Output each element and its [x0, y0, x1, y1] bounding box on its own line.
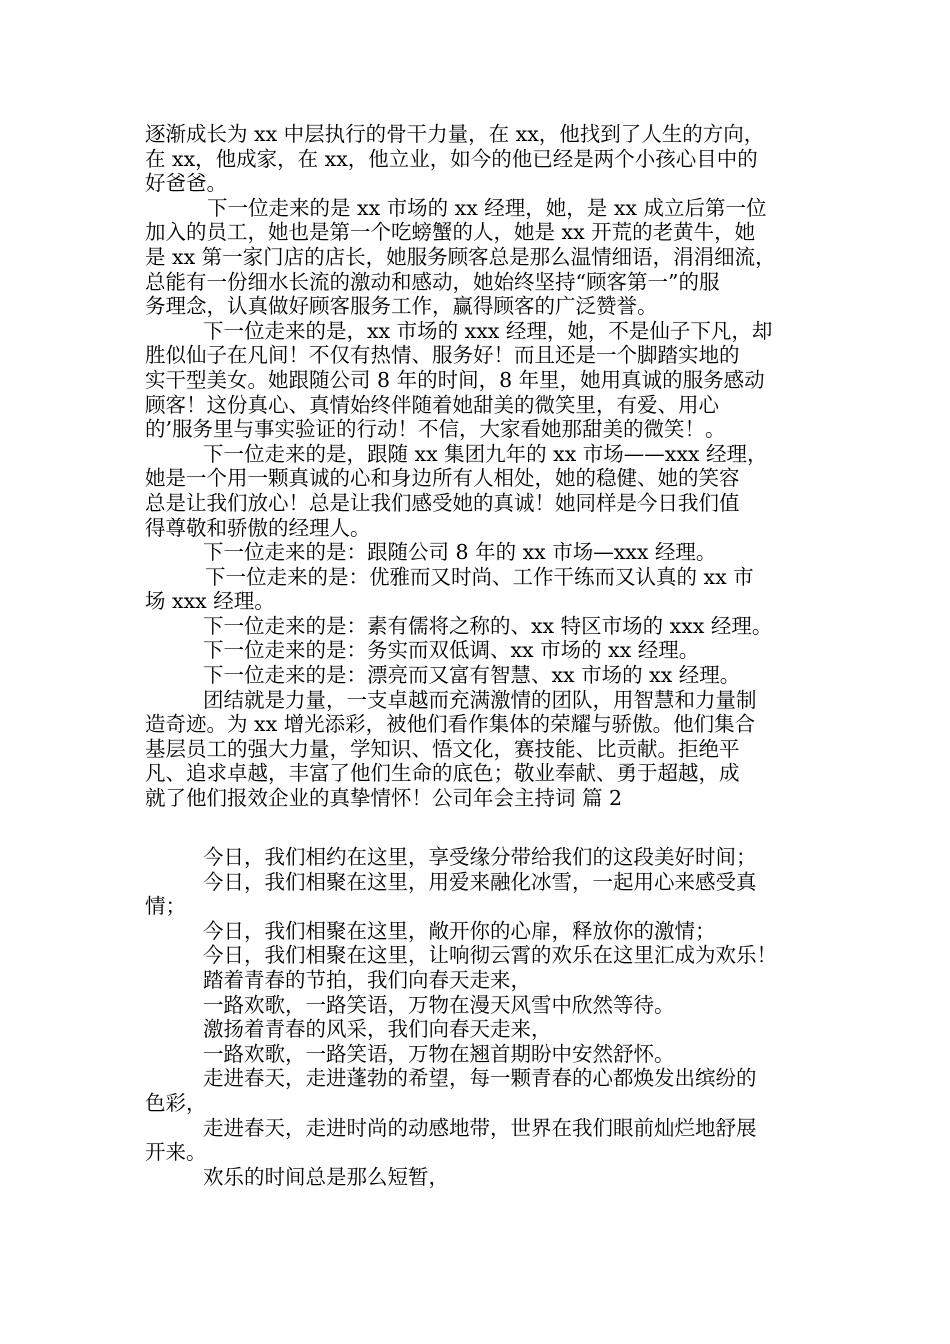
paragraph-first-line: 下一位走来的是：漂亮而又富有智慧、xx 市场的 xx 经理。 — [203, 663, 741, 688]
text-line: 总是让我们放心！总是让我们感受她的真诚！她同样是今日我们值 — [145, 490, 740, 515]
text-line: 是 xx 第一家门店的店长，她服务顾客总是那么温情细语，涓涓细流， — [145, 244, 776, 269]
body-text-section-2 — [145, 845, 825, 1189]
text-line: 胜似仙子在凡间！不仅有热情、服务好！而且还是一个脚踏实地的 — [145, 343, 740, 368]
text-line: 得尊敬和骄傲的经理人。 — [145, 515, 371, 540]
text-line: 顾客！这份真心、真情始终伴随着她甜美的微笑里，有爱、用心 — [145, 392, 719, 417]
paragraph-first-line: 下一位走来的是：素有儒将之称的、xx 特区市场的 xxx 经理。 — [203, 613, 773, 638]
paragraph-first-line: 下一位走来的是：优雅而又时尚、工作干练而又认真的 xx 市 — [205, 564, 754, 589]
paragraph-first-line: 一路欢歌，一路笑语，万物在漫天风雪中欣然等待。 — [203, 992, 675, 1017]
paragraph-first-line: 下一位走来的是：务实而双低调、xx 市场的 xx 经理。 — [203, 638, 700, 663]
text-line: 总能有一份细水长流的激动和感动，她始终坚持“顾客第一”的服 — [145, 269, 720, 294]
paragraph-first-line: 今日，我们相聚在这里，让响彻云霄的欢乐在这里汇成为欢乐！ — [203, 943, 777, 968]
paragraph-first-line: 一路欢歌，一路笑语，万物在翘首期盼中安然舒怀。 — [203, 1041, 675, 1066]
paragraph-first-line: 走进春天，走进时尚的动感地带，世界在我们眼前灿烂地舒展 — [203, 1115, 757, 1140]
text-line: 实干型美女。她跟随公司 8 年的时间，8 年里，她用真诚的服务感动 — [145, 367, 765, 392]
body-text-section-1 — [145, 122, 825, 811]
paragraph-first-line: 激扬着青春的风采，我们向春天走来， — [203, 1017, 552, 1042]
text-line: 色彩， — [145, 1090, 207, 1115]
paragraph-first-line: 欢乐的时间总是那么短暂， — [203, 1164, 449, 1189]
paragraph-first-line: 下一位走来的是 xx 市场的 xx 经理，她，是 xx 成立后第一位 — [207, 195, 767, 220]
paragraph-first-line: 踏着青春的节拍，我们向春天走来， — [203, 967, 531, 992]
text-line: 的’服务里与事实验证的行动！不信，大家看她那甜美的微笑！。 — [145, 417, 726, 442]
paragraph-first-line: 下一位走来的是，跟随 xx 集团九年的 xx 市场——xxx 经理， — [203, 441, 768, 466]
text-line: 加入的员工，她也是第一个吃螃蟹的人，她是 xx 开荒的老黄牛，她 — [145, 220, 756, 245]
paragraph-first-line: 走进春天，走进蓬勃的希望，每一颗青春的心都焕发出缤纷的 — [203, 1066, 757, 1091]
paragraph-first-line: 下一位走来的是：跟随公司 8 年的 xx 市场—xxx 经理。 — [203, 540, 717, 565]
text-line: 情； — [145, 894, 186, 919]
text-line: 她是一个用一颗真诚的心和身边所有人相处，她的稳健、她的笑容 — [145, 466, 740, 491]
paragraph-first-line: 今日，我们相约在这里，享受缘分带给我们的这段美好时间； — [203, 845, 757, 869]
paragraph-first-line: 团结就是力量，一支卓越而充满激情的团队，用智慧和力量制 — [203, 687, 757, 712]
section-heading-line: 就了他们报效企业的真挚情怀！公司年会主持词 篇 2 — [145, 786, 623, 811]
paragraph-first-line: 下一位走来的是，xx 市场的 xxx 经理，她，不是仙子下凡，却 — [203, 318, 773, 343]
text-line: 在 xx，他成家，在 xx，他立业，如今的他已经是两个小孩心目中的 — [145, 146, 758, 171]
text-line: 造奇迹。为 xx 增光添彩，被他们看作集体的荣耀与骄傲。他们集合 — [145, 712, 756, 737]
text-line: 场 xxx 经理。 — [145, 589, 275, 614]
text-line: 逐渐成长为 xx 中层执行的骨干力量，在 xx，他找到了人生的方向， — [145, 122, 765, 146]
text-line: 凡、追求卓越，丰富了他们生命的底色；敬业奉献、勇于超越，成 — [145, 761, 740, 786]
paragraph-first-line: 今日，我们相聚在这里，敞开你的心扉，释放你的激情； — [203, 918, 716, 943]
text-line: 基层员工的强大力量，学知识、悟文化，赛技能、比贡献。拒绝平 — [145, 736, 740, 761]
text-line: 务理念，认真做好顾客服务工作，赢得顾客的广泛赞誉。 — [145, 294, 658, 319]
paragraph-first-line: 今日，我们相聚在这里，用爱来融化冰雪，一起用心来感受真 — [203, 869, 757, 894]
text-line: 好爸爸。 — [145, 171, 227, 196]
text-line: 开来。 — [145, 1140, 207, 1165]
